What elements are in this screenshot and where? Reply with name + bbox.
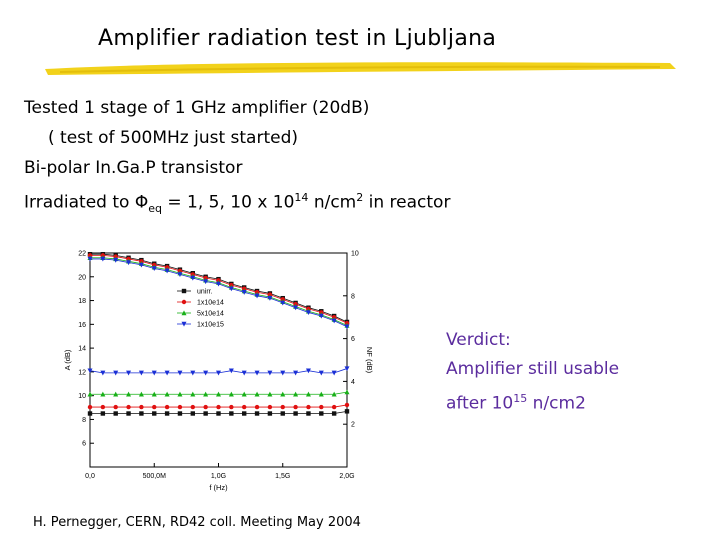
nf-point [255,405,259,409]
verdict-line-2-suffix: n/cm2 [527,393,586,414]
fluence-unit: n/cm [308,192,357,213]
nf-point [203,405,207,409]
legend-label-3: 1x10e15 [197,321,224,329]
x-axis-label: f (Hz) [209,483,228,492]
legend-label-0: unirr. [197,288,213,296]
nf-point [281,405,285,409]
footer-credit: H. Pernegger, CERN, RD42 coll. Meeting May 2004 [33,515,361,530]
y-left-tick-label: 12 [78,369,86,377]
nf-point [229,411,233,415]
nf-point [345,409,349,413]
legend-marker-1 [182,300,186,304]
nf-point [139,405,143,409]
verdict-exponent: 15 [513,392,528,405]
y-right-tick-label: 4 [351,378,355,386]
nf-point [178,411,182,415]
nf-point [268,405,272,409]
nf-point [101,411,105,415]
nf-point [178,405,182,409]
y-left-tick-label: 20 [78,274,86,282]
y-left-tick-label: 16 [78,321,86,329]
nf-point [165,411,169,415]
nf-point [281,411,285,415]
legend-marker-0 [182,289,186,293]
legend-label-2: 5x10e14 [197,310,224,318]
y-left-tick-label: 10 [78,393,86,401]
verdict-box [446,326,619,419]
x-tick-label: 1,0G [210,473,227,480]
bullet-irradiation [24,183,450,224]
bullet-list [24,93,450,224]
nf-point [319,405,323,409]
verdict-line-2-prefix: after 10 [446,393,514,414]
nf-point [306,405,310,409]
nf-point [229,405,233,409]
y-left-axis-label: A (dB) [63,349,72,371]
x-tick-label: 500,0M [142,473,166,480]
nf-point [191,411,195,415]
y-left-tick-label: 22 [78,250,86,258]
nf-point [114,405,118,409]
nf-point [332,405,336,409]
nf-point [165,405,169,409]
nf-point [242,405,246,409]
nf-point [242,411,246,415]
y-right-axis-label: NF (dB) [365,346,374,374]
verdict-line-1: Amplifier still usable [446,359,620,379]
nf-point [345,403,349,407]
title-underline-highlight [40,57,680,79]
y-right-tick-label: 8 [351,293,355,301]
y-right-tick-label: 10 [351,250,359,258]
nf-point [152,405,156,409]
y-right-tick-label: 6 [351,336,355,344]
y-left-tick-label: 8 [82,416,86,424]
fluence-exponent: 14 [294,191,309,204]
nf-point [88,405,92,409]
nf-point [152,411,156,415]
x-tick-label: 1,5G [275,473,291,480]
nf-point [88,411,92,415]
fluence-unit-exponent: 2 [356,191,364,204]
nf-point [114,411,118,415]
nf-point [203,411,207,415]
nf-point [332,411,336,415]
bullet-amplifier: Tested 1 stage of 1 GHz amplifier (20dB) [24,98,370,118]
phi-symbol: Φ [134,192,149,213]
verdict-line-2 [446,384,619,419]
x-tick-label: 2,0G [339,473,355,480]
bullet-transistor: Bi-polar In.Ga.P transistor [24,158,243,178]
nf-point [306,411,310,415]
bullet-500mhz: ( test of 500MHz just started) [48,128,299,148]
legend-label-1: 1x10e14 [197,299,224,307]
nf-point [293,411,297,415]
nf-point [216,411,220,415]
nf-point [139,411,143,415]
nf-point [319,411,323,415]
phi-subscript: eq [148,202,162,216]
amplifier-gain-nf-chart [60,245,380,495]
fluence-values: = 1, 5, 10 x 10 [161,192,295,213]
verdict-heading: Verdict: [446,330,511,350]
nf-point [101,405,105,409]
y-left-tick-label: 18 [78,298,86,306]
nf-point [191,405,195,409]
nf-point [293,405,297,409]
nf-point [126,411,130,415]
nf-point [255,411,259,415]
x-tick-label: 0,0 [85,473,95,480]
y-right-tick-label: 2 [351,421,355,429]
irradiation-prefix: Irradiated to [24,192,135,213]
y-left-tick-label: 6 [82,440,86,448]
y-left-tick-label: 14 [78,345,86,353]
nf-point [216,405,220,409]
slide-title: Amplifier radiation test in Ljubljana [98,26,497,51]
irradiation-suffix: in reactor [363,192,451,213]
nf-point [268,411,272,415]
nf-point [126,405,130,409]
